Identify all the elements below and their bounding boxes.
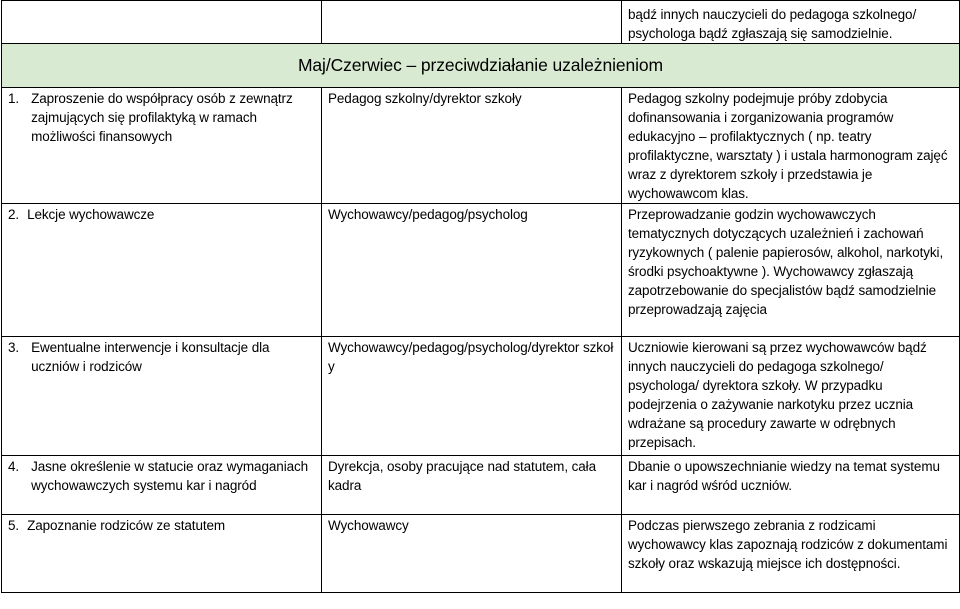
responsible-cell: Wychowawcy (322, 515, 622, 593)
row-number: 4. (8, 459, 20, 474)
task-cell (2, 456, 322, 515)
row-number: 3. (8, 340, 20, 355)
row-number: 1. (8, 91, 20, 106)
table-row (2, 337, 960, 456)
continuation-responsible-cell (322, 1, 622, 44)
responsible-cell: Wychowawcy/pedagog/psycholog/dyrektor szkoły (322, 337, 622, 456)
task-cell (2, 204, 322, 337)
task-cell (2, 515, 322, 593)
responsible-cell: Dyrekcja, osoby pracujące nad statutem, cała kadra (322, 456, 622, 515)
responsible-cell: Wychowawcy/pedagog/psycholog (322, 204, 622, 337)
continuation-row (2, 1, 960, 44)
task-cell (2, 337, 322, 456)
table-row (2, 88, 960, 204)
task-text: Jasne określenie w statucie oraz wymaganiach wychowawczych systemu kar i nagród (31, 459, 309, 493)
continuation-text: bądź innych nauczycieli do pedagoga szkolnego/ psychologa bądź zgłaszają się samodzielnie. (628, 7, 917, 41)
plan-table (1, 0, 960, 593)
continuation-task-cell (2, 1, 322, 44)
row-number: 5. (8, 518, 20, 533)
section-title: Maj/Czerwiec – przeciwdziałanie uzależnieniom (2, 44, 960, 88)
task-cell (2, 88, 322, 204)
table-row (2, 456, 960, 515)
description-cell: Przeprowadzanie godzin wychowawczych tematycznych dotyczących uzależnień i zachowań ryzykownych ( palenie papierosów, alkohol, narkotyki, środki psychoaktywne ). Wychowawcy zgłaszają zapotrzebowanie do specjalistów bądź samodzielnie przeprowadzają zajęcia (622, 204, 960, 337)
description-cell: Dbanie o upowszechnianie wiedzy na temat systemu kar i nagród wśród uczniów. (622, 456, 960, 515)
task-text: Lekcje wychowawcze (27, 207, 155, 222)
table-row (2, 204, 960, 337)
description-cell: Podczas pierwszego zebrania z rodzicami wychowawcy klas zapoznają rodziców z dokumentami szkoły oraz wskazują miejsce ich dostępności. (622, 515, 960, 593)
section-header-row (2, 44, 960, 88)
continuation-description-cell (622, 1, 960, 44)
description-cell: Pedagog szkolny podejmuje próby zdobycia dofinansowania i zorganizowania programów edukacyjno – profilaktycznych ( np. teatry profilaktyczne, warsztaty ) i ustala harmonogram zajęć wraz z dyrektorem szkoły i przedstawia je wychowawcom klas. (622, 88, 960, 204)
description-cell: Uczniowie kierowani są przez wychowawców bądź innych nauczycieli do pedagoga szkolnego/ psychologa/ dyrektora szkoły. W przypadku podejrzenia o zażywanie narkotyku przez ucznia wdrażane są procedury zawarte w odrębnych przepisach. (622, 337, 960, 456)
table-row (2, 515, 960, 593)
responsible-cell: Pedagog szkolny/dyrektor szkoły (322, 88, 622, 204)
task-text: Zaproszenie do współpracy osób z zewnątrz zajmujących się profilaktyką w ramach możliwości finansowych (31, 91, 293, 144)
task-text: Zapoznanie rodziców ze statutem (27, 518, 226, 533)
task-text: Ewentualne interwencje i konsultacje dla uczniów i rodziców (31, 340, 270, 374)
row-number: 2. (8, 207, 20, 222)
